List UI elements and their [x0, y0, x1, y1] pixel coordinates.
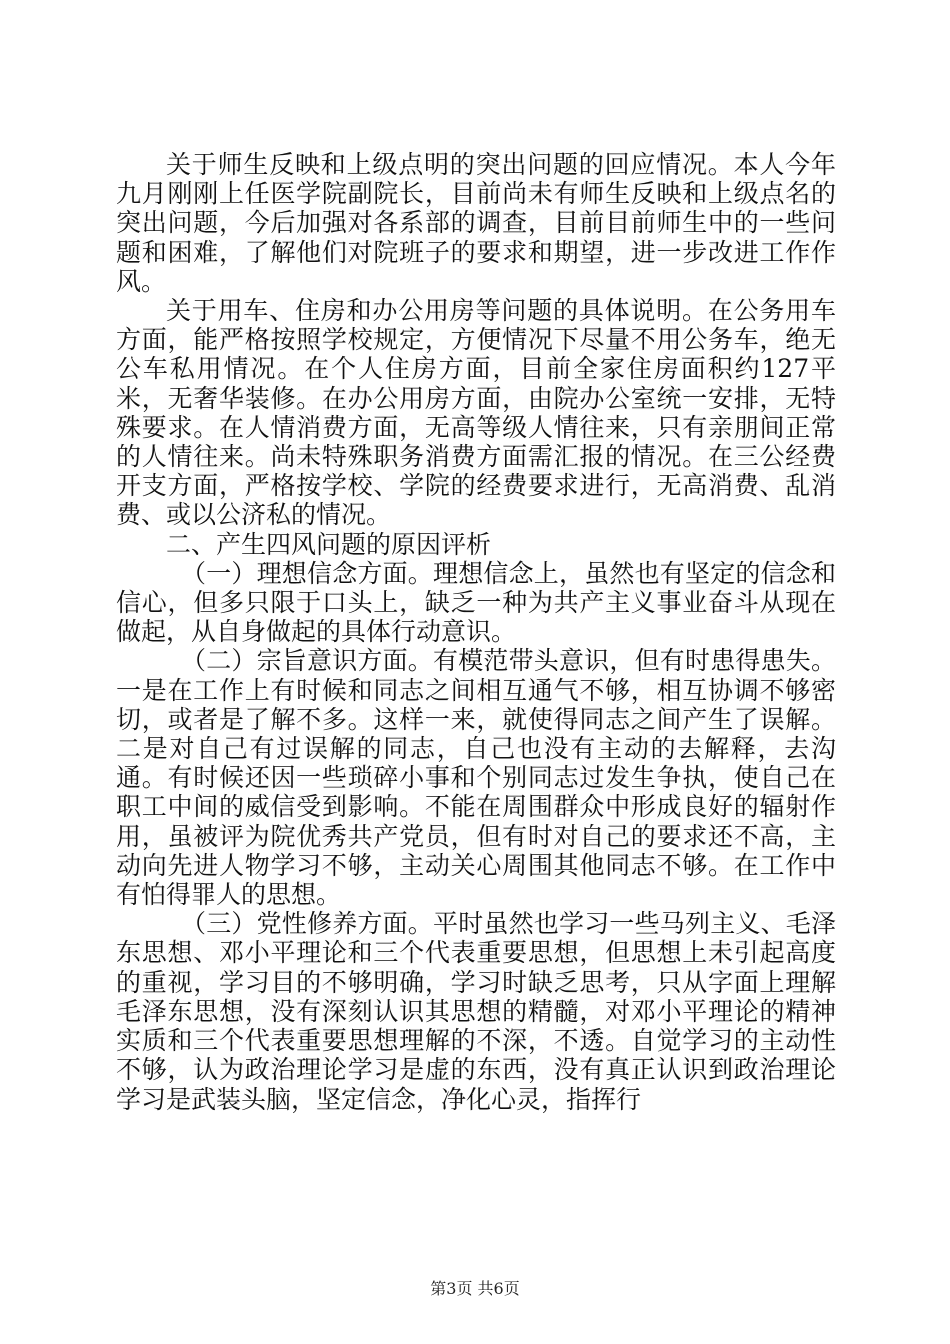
- document-body: [116, 150, 836, 1114]
- page-footer: 第3页 共6页: [430, 1279, 520, 1298]
- paragraph-ideals-beliefs: （一）理想信念方面。理想信念上，虽然也有坚定的信念和信心，但多只限于口头上，缺乏一种为共产主义事业奋斗从现在做起，从自身做起的具体行动意识。: [116, 558, 836, 647]
- paragraph-party-spirit: （三）党性修养方面。平时虽然也学习一些马列主义、毛泽东思想、邓小平理论和三个代表重要思想，但思想上未引起高度的重视，学习目的不够明确，学习时缺乏思考，只从字面上理解毛泽东思想，没有深刻认识其思想的精髓，对邓小平理论的精神实质和三个代表重要思想理解的不深，不透。自觉学习的主动性不够，认为政治理论学习是虚的东西，没有真正认识到政治理论学习是武装头脑，坚定信念，净化心灵，指挥行: [116, 909, 836, 1114]
- section-heading: 二、产生四风问题的原因评析: [166, 529, 492, 559]
- paragraph-vehicles-housing: 关于用车、住房和办公用房等问题的具体说明。在公务用车方面，能严格按照学校规定，方便情况下尽量不用公务车，绝无公车私用情况。在个人住房方面，目前全家住房面积约127平米，无奢华装修。在办公用房方面，由院办公室统一安排，无特殊要求。在人情消费方面，无高等级人情往来，只有亲朋间正常的人情往来。尚未特殊职务消费方面需汇报的情况。在三公经费开支方面，严格按学校、学院的经费要求进行，无高消费、乱消费、或以公济私的情况。: [116, 296, 836, 530]
- paragraph-purpose-awareness: （二）宗旨意识方面。有模范带头意识，但有时患得患失。一是在工作上有时候和同志之间相互通气不够，相互协调不够密切，或者是了解不多。这样一来，就使得同志之间产生了误解。二是对自己有过误解的同志，自己也没有主动的去解释，去沟通。有时候还因一些琐碎小事和个别同志过发生争执，使自己在职工中间的威信受到影响。不能在周围群众中形成良好的辐射作用，虽被评为院优秀共产党员，但有时对自己的要求还不高，主动向先进人物学习不够，主动关心周围其他同志不够。在工作中有怕得罪人的思想。: [116, 646, 836, 910]
- paragraph-response: 关于师生反映和上级点明的突出问题的回应情况。本人今年九月刚刚上任医学院副院长，目前尚未有师生反映和上级点名的突出问题，今后加强对各系部的调查，目前目前师生中的一些问题和困难，了解他们对院班子的要求和期望，进一步改进工作作风。: [116, 150, 836, 296]
